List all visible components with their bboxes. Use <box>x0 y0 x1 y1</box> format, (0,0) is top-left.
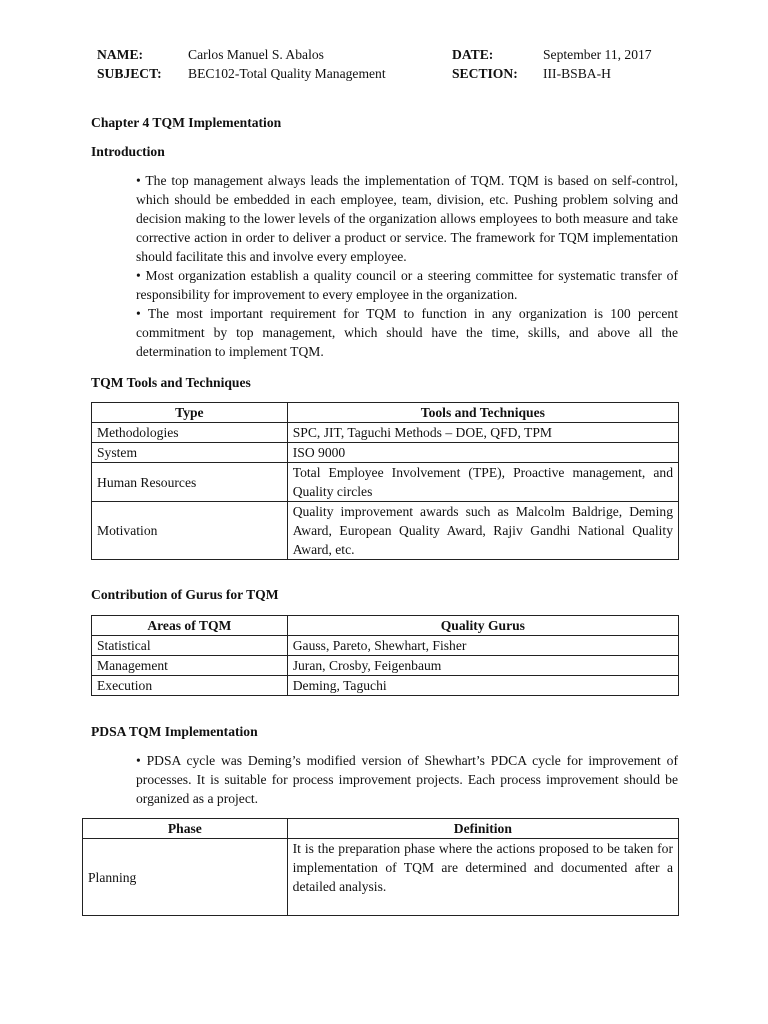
section-label: SECTION: <box>452 66 518 81</box>
table-cell: Total Employee Involvement (TPE), Proactive management, and Quality circles <box>287 463 678 502</box>
pdsa-table <box>82 818 679 916</box>
intro-heading: Introduction <box>91 144 165 159</box>
pdsa-bullet <box>136 751 678 808</box>
intro-bullet-text: Most organization establish a quality council or a steering committee for systematic transfer of responsibility for improvement to every employee in the organization. <box>136 268 678 302</box>
table-cell: Methodologies <box>92 423 288 443</box>
column-header: Type <box>92 403 288 423</box>
pdsa-bullet-text: PDSA cycle was Deming’s modified version of Shewhart’s PDCA cycle for improvement of processes. It is suitable for process improvement projects. Each process improvement should be organized as a project. <box>136 753 678 806</box>
table-cell: Planning <box>83 839 288 916</box>
table-header-row <box>92 403 679 423</box>
table-cell: Execution <box>92 676 288 696</box>
table-header-row <box>92 616 679 636</box>
section-value: III-BSBA-H <box>543 66 611 81</box>
table-cell: Juran, Crosby, Feigenbaum <box>287 656 678 676</box>
table-header-row <box>83 819 679 839</box>
column-header: Phase <box>83 819 288 839</box>
table-row <box>92 636 679 656</box>
table-cell: SPC, JIT, Taguchi Methods – DOE, QFD, TPM <box>287 423 678 443</box>
table-cell: Motivation <box>92 502 288 560</box>
intro-bullet-list <box>136 171 678 361</box>
date-label: DATE: <box>452 47 494 62</box>
intro-bullet <box>136 171 678 266</box>
tools-table <box>91 402 679 560</box>
date-value: September 11, 2017 <box>543 47 652 62</box>
table-row <box>92 502 679 560</box>
table-cell: It is the preparation phase where the actions proposed to be taken for implementation of TQM are determined and documented after a detailed analysis. <box>287 839 678 916</box>
pdsa-bullet-list <box>136 751 678 808</box>
table-cell: Management <box>92 656 288 676</box>
column-header: Quality Gurus <box>287 616 678 636</box>
subject-label: SUBJECT: <box>97 66 162 81</box>
table-cell: Statistical <box>92 636 288 656</box>
table-row <box>92 656 679 676</box>
intro-bullet-text: The top management always leads the implementation of TQM. TQM is based on self-control, which should be embedded in each employee, team, division, etc. Pushing problem solving and decision making to the lower levels of the organization allows employees to both measure and take corrective action in order to deliver a product or service. The framework for TQM implementation should facilitate this and involve every employee. <box>136 173 678 264</box>
table-row <box>92 676 679 696</box>
column-header: Areas of TQM <box>92 616 288 636</box>
table-cell: ISO 9000 <box>287 443 678 463</box>
tools-heading: TQM Tools and Techniques <box>91 375 251 390</box>
intro-bullet-text: The most important requirement for TQM to function in any organization is 100 percent commitment by top management, which should have the time, skills, and above all the determination to implement TQM. <box>136 306 679 359</box>
table-row <box>92 463 679 502</box>
intro-bullet <box>136 266 678 304</box>
gurus-heading: Contribution of Gurus for TQM <box>91 587 279 602</box>
gurus-table <box>91 615 679 696</box>
intro-bullet <box>136 304 678 361</box>
table-row <box>83 839 679 916</box>
column-header: Definition <box>287 819 678 839</box>
table-cell: Human Resources <box>92 463 288 502</box>
table-cell: System <box>92 443 288 463</box>
subject-value: BEC102-Total Quality Management <box>188 66 386 81</box>
table-cell: Quality improvement awards such as Malcolm Baldrige, Deming Award, European Quality Award, Rajiv Gandhi National Quality Award, etc. <box>287 502 678 560</box>
table-cell: Gauss, Pareto, Shewhart, Fisher <box>287 636 678 656</box>
name-label: NAME: <box>97 47 144 62</box>
chapter-title: Chapter 4 TQM Implementation <box>91 115 282 130</box>
table-row <box>92 423 679 443</box>
pdsa-heading: PDSA TQM Implementation <box>91 724 258 739</box>
column-header: Tools and Techniques <box>287 403 678 423</box>
table-row <box>92 443 679 463</box>
table-cell: Deming, Taguchi <box>287 676 678 696</box>
name-value: Carlos Manuel S. Abalos <box>188 47 324 62</box>
